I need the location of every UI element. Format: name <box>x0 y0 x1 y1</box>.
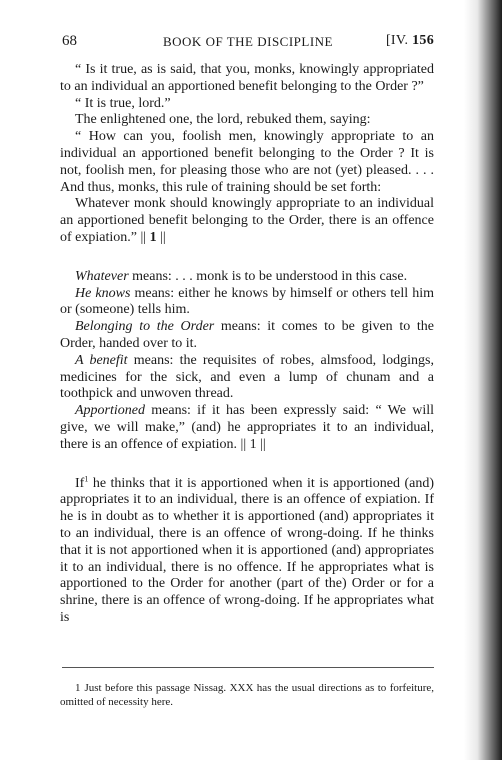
definition-term: Apportioned <box>75 403 145 419</box>
definition-term: Whatever <box>75 268 129 284</box>
definition-term: He knows <box>75 285 131 301</box>
definition <box>60 403 434 453</box>
paragraph: “ How can you, foolish men, knowingly appropriate to an individual an apportioned benefit belonging to the Order ? It is not, foolish men, for pleasing those who are not (yet) pleased. . . . And thus, monks, this rule of training should be set forth: <box>60 129 434 195</box>
section-gap <box>60 454 434 476</box>
footnote-marker: 1 <box>75 682 81 694</box>
footnote-reference: 1 <box>84 473 89 483</box>
footnote <box>60 681 434 709</box>
definition <box>60 353 434 403</box>
footnote-paragraph <box>60 681 434 709</box>
section-prefix: [IV. <box>385 33 409 48</box>
definition-text: means: the requisites of robes, almsfood, lodgings, medicines for the sick, and even a lump of chunam and a toothpick and unwoven thread. <box>60 352 435 402</box>
paragraph <box>60 473 434 627</box>
running-header <box>62 33 434 53</box>
running-title: BOOK OF THE DISCIPLINE <box>162 34 333 49</box>
paragraph: “ Is it true, as is said, that you, monks, knowingly appropriated to an individual an apportioned benefit belonging to the Order ?” <box>60 62 434 94</box>
definition-text: means: if it has been expressly said: “ We will give, we will make,” (and) he appropriates it to an individual, there is an offence of expiation. <box>60 403 434 452</box>
definition <box>60 286 434 320</box>
rule-text: Whatever monk should knowingly appropriate to an individual an apportioned benefit belonging to the Order, there is an offence of expiation.” <box>60 196 434 245</box>
section-mark-open: || <box>140 229 147 245</box>
paragraph: “ It is true, lord.” <box>75 95 171 111</box>
definition <box>60 269 434 286</box>
paragraph-text: he thinks that it is apportioned when it is apportioned (and) appropriates it to an individual, there is an offence of expiation. If he is in doubt as to whether it is apportioned (and) appropriates it to an individual, there is an offence of wrong-doing. If he thinks that it is not apportioned when it is apportioned (and) appropriates it to an individual, there is no offence. If he appropriates what is apportioned to the Order for another (part of the) Order or for a shrine, there is an offence of wrong-doing. If he appropriates what is <box>60 475 434 625</box>
main-text <box>60 62 434 627</box>
book-spine-shadow <box>464 0 502 760</box>
definition-term: A benefit <box>75 352 128 368</box>
rule-paragraph <box>60 196 434 246</box>
section-reference <box>386 33 434 49</box>
page-number: 68 <box>62 33 77 49</box>
section-mark-number: 1 <box>149 229 157 245</box>
definition-text: means: either he knows by himself or others tell him or (someone) tells him. <box>60 285 435 318</box>
section-mark-close: || <box>160 229 166 245</box>
definition-text: means: it comes to be given to the Order, handed over to it. <box>60 319 434 351</box>
paragraph: The enlightened one, the lord, rebuked them, saying: <box>75 112 371 128</box>
definition-term: Belonging to the Order <box>75 319 215 335</box>
footnote-text: Just before this passage Nissag. XXX has the usual directions as to forfeiture, omitted of necessity here. <box>60 682 434 708</box>
paragraph-start: If <box>75 475 85 491</box>
footnote-divider <box>62 667 434 668</box>
definition <box>60 319 434 353</box>
section-number: 156 <box>412 33 434 48</box>
definition-text: means: . . . monk is to be understood in this case. <box>132 268 408 284</box>
section-mark: || 1 || <box>240 436 266 452</box>
section-gap <box>60 247 434 269</box>
